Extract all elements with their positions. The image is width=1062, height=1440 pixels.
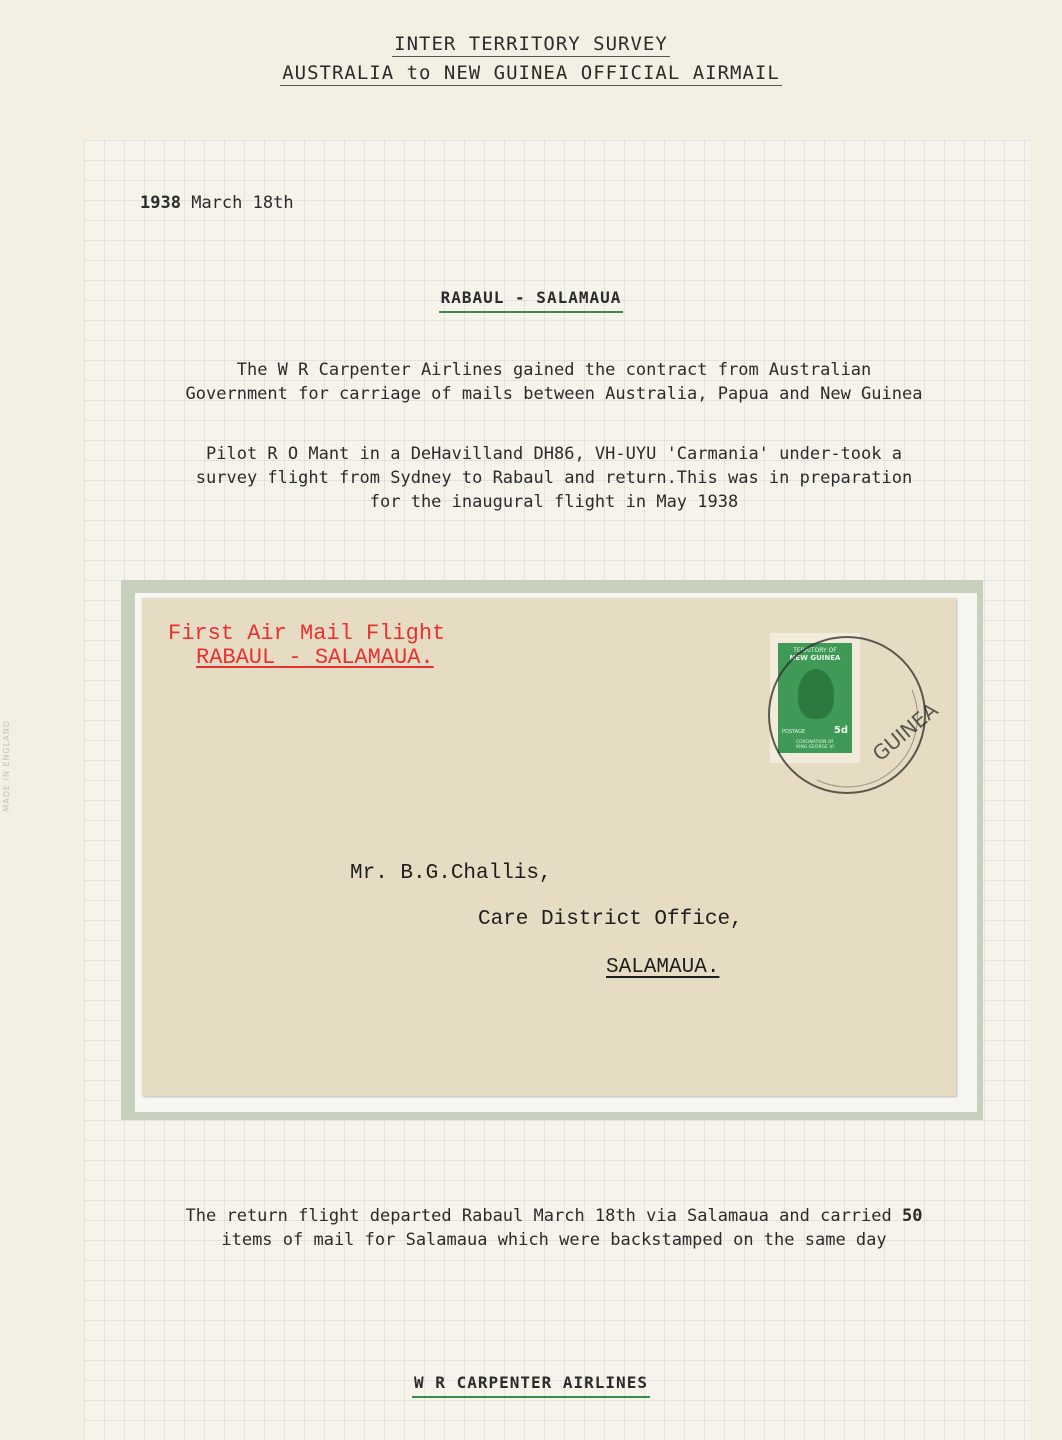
postmark-icon — [762, 630, 943, 800]
page-title: INTER TERRITORY SURVEY — [394, 33, 668, 55]
red-cachet — [168, 622, 445, 670]
cachet-line-2: RABAUL - SALAMAUA. — [196, 645, 434, 670]
stamp-territory: TERRITORY OF — [793, 647, 837, 654]
survey-paragraph: Pilot R O Mant in a DeHavilland DH86, VH-UYU 'Carmania' under-took a survey flight from Sydney to Rabaul and return.This was in preparation for the inaugural flight in May 1938 — [195, 444, 913, 512]
address-line-2: Care District Office, — [478, 908, 743, 931]
paper-watermark: MADE IN ENGLAND — [2, 720, 11, 812]
stamp-value: 5d — [833, 725, 848, 736]
cachet-line-1: First Air Mail Flight — [168, 621, 446, 646]
return-flight-paragraph: The return flight departed Rabaul March 18th via Salamaua and carried 50 items of mail for Salamaua which were backstamped on the same day — [185, 1206, 923, 1250]
route-heading: RABAUL - SALAMAUA — [0, 288, 1062, 307]
address-line-3: SALAMAUA. — [606, 956, 720, 979]
postmark-text: GUINEA — [867, 697, 943, 766]
contract-paragraph: The W R Carpenter Airlines gained the contract from Australian Government for carriage of mails between Australia, Papua and New Guinea — [185, 360, 923, 404]
footer-heading: W R CARPENTER AIRLINES — [0, 1373, 1062, 1392]
stamp-caption: CORONATION OF KING GEORGE VI — [796, 740, 834, 750]
address-line-1: Mr. B.G.Challis, — [350, 862, 552, 885]
flight-date: 1938 March 18th — [140, 193, 294, 213]
stamp-country: NEW GUINEA — [789, 654, 841, 662]
stamp-postage: POSTAGE — [782, 729, 806, 735]
page-subtitle: AUSTRALIA to NEW GUINEA OFFICIAL AIRMAIL — [282, 62, 780, 84]
